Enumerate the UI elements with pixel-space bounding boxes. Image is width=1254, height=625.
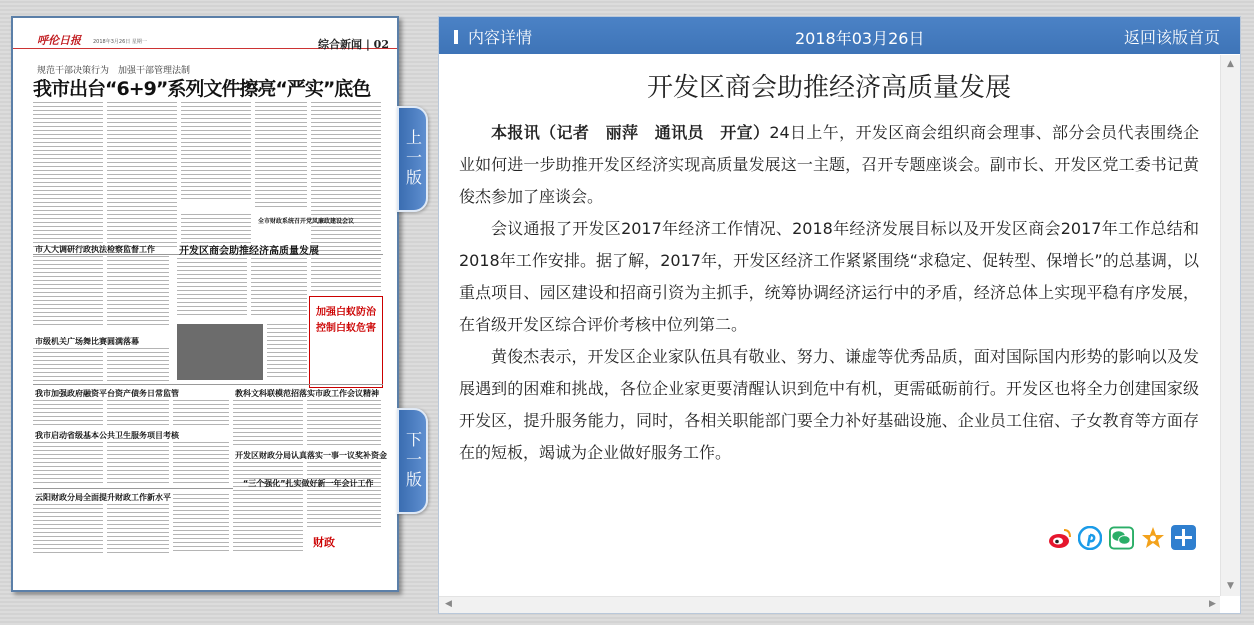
text-column (307, 490, 381, 530)
vertical-scrollbar[interactable] (1220, 55, 1240, 596)
text-column (173, 400, 229, 428)
article-paragraph: 本报讯（记者 丽萍 通讯员 开宣）24日上午，开发区商会组织商会理事、部分会员代表围绕企业如何进一步助推开发区经济实现高质量发展这一主题，召开专题座谈会。副市长、开发区党工委书记黄俊杰参加了座谈会。 (459, 123, 1199, 206)
text-column (33, 442, 103, 486)
text-column (255, 102, 307, 210)
back-to-page-link[interactable]: 返回该版首页 (1123, 28, 1220, 47)
newspaper-header (13, 18, 397, 49)
newspaper-subhead[interactable]: 我市加强政府融资平台资产债务日常监管 (35, 389, 179, 398)
article-body (459, 117, 1199, 469)
text-column (311, 258, 381, 294)
newspaper-subhead[interactable]: 市级机关广场舞比赛圆满落幕 (35, 337, 139, 346)
newspaper-subhead[interactable]: 教科文科联模范招落实市政工作会议精神 (235, 389, 379, 398)
newspaper-kicker: 规范干部决策行为 加强干部管理法制 (37, 66, 191, 76)
text-column (177, 258, 247, 318)
newspaper-subhead[interactable]: 我市启动省级基本公共卫生服务项目考核 (35, 431, 179, 440)
panel-header (439, 17, 1240, 54)
footer-logo: 财政 (313, 536, 335, 549)
scroll-right-icon[interactable]: ▶ (1209, 599, 1216, 609)
scroll-down-icon[interactable]: ▼ (1227, 581, 1234, 591)
text-column (107, 348, 169, 382)
pinterest-icon[interactable] (1077, 525, 1102, 550)
text-column (33, 504, 103, 554)
horizontal-scrollbar[interactable] (439, 596, 1220, 613)
text-column (233, 400, 303, 448)
scroll-left-icon[interactable]: ◀ (445, 599, 452, 609)
text-column (107, 400, 169, 428)
prev-page-label: 上一版 (403, 129, 423, 189)
newspaper-subhead[interactable]: 开发区商会助推经济高质量发展 (179, 246, 319, 257)
ad-box[interactable] (309, 296, 383, 388)
text-column (181, 102, 251, 202)
star-icon[interactable] (1140, 525, 1165, 550)
next-page-button[interactable] (397, 408, 428, 514)
newspaper-subhead[interactable]: 开发区财政分局认真落实一事一议奖补资金 (235, 451, 387, 460)
weibo-icon[interactable] (1047, 525, 1072, 550)
scroll-up-icon[interactable]: ▲ (1227, 59, 1234, 69)
next-page-label: 下一版 (403, 431, 423, 491)
issue-date: 2018年03月26日 (795, 29, 925, 48)
ad-text: 控制白蚁危害 (316, 323, 376, 334)
text-column (107, 442, 169, 486)
content-detail-panel (438, 16, 1241, 614)
text-column (173, 494, 229, 554)
article-paragraph: 会议通报了开发区2017年经济工作情况、2018年经济发展目标以及开发区商会2017年工作总结和2018年工作安排。据了解，2017年，开发区经济工作紧紧围绕“求稳定、促转型、保增长”的总基调，以重点项目、园区建设和招商引资为主抓手，统筹协调经济运行中的矛盾，经济总体上实现平稳有序发展，在省级开发区综合评价考核中位列第二。 (459, 219, 1199, 334)
newspaper-section: 综合新闻 | 02 (318, 38, 389, 51)
article-title: 开发区商会助推经济高质量发展 (646, 73, 1011, 103)
article-paragraph: 黄俊杰表示，开发区企业家队伍具有敬业、努力、谦虚等优秀品质，面对国际国内形势的影响以及发展遇到的困难和挑战，各位企业家更要清醒认识到危中有机，更需砥砺前行。开发区也将全力创建国家级开发区，提升服务能力，同时，各相关职能部门要全力补好基础设施、企业员工住宿、子女教育等方面存在的短板，竭诚为企业做好服务工作。 (459, 347, 1199, 462)
ad-text: 加强白蚁防治 (316, 307, 376, 318)
newspaper-subhead[interactable]: 全市财政系统召开党风廉政建设会议 (258, 218, 355, 225)
text-column (267, 324, 307, 380)
bar-marker-icon (454, 30, 458, 44)
text-column (233, 490, 303, 554)
text-column (311, 102, 381, 252)
prev-page-button[interactable] (397, 106, 428, 212)
text-column (33, 256, 103, 328)
text-column (307, 400, 381, 448)
text-column (173, 442, 229, 486)
text-column (107, 102, 177, 250)
divider (33, 384, 383, 385)
text-column (107, 256, 169, 328)
newspaper-subhead[interactable]: “三个强化”扎实做好新一年会计工作 (243, 479, 374, 488)
panel-label: 内容详情 (454, 25, 532, 48)
text-column (33, 400, 103, 428)
newspaper-headline[interactable]: 我市出台“6+9”系列文件擦亮“严实”底色 (33, 78, 371, 100)
newspaper-subhead[interactable]: 市人大调研行政执法检察监督工作 (35, 245, 155, 254)
text-column (33, 348, 103, 382)
text-column (107, 504, 169, 554)
text-column (251, 258, 307, 318)
newspaper-subhead[interactable]: 云阳财政分局全面提升财政工作新水平 (35, 493, 171, 502)
newspaper-page[interactable] (11, 16, 399, 592)
text-column (33, 102, 103, 250)
plus-icon[interactable] (1171, 525, 1196, 550)
newspaper-masthead: 呼伦日报 (37, 34, 81, 47)
article-lead: 本报讯（记者 丽萍 通讯员 开宣） (491, 123, 770, 142)
wechat-icon[interactable] (1109, 525, 1134, 550)
divider (33, 488, 233, 489)
newspaper-date-line: 2018年3月26日 星期一 (93, 39, 147, 45)
news-photo[interactable] (177, 324, 263, 380)
